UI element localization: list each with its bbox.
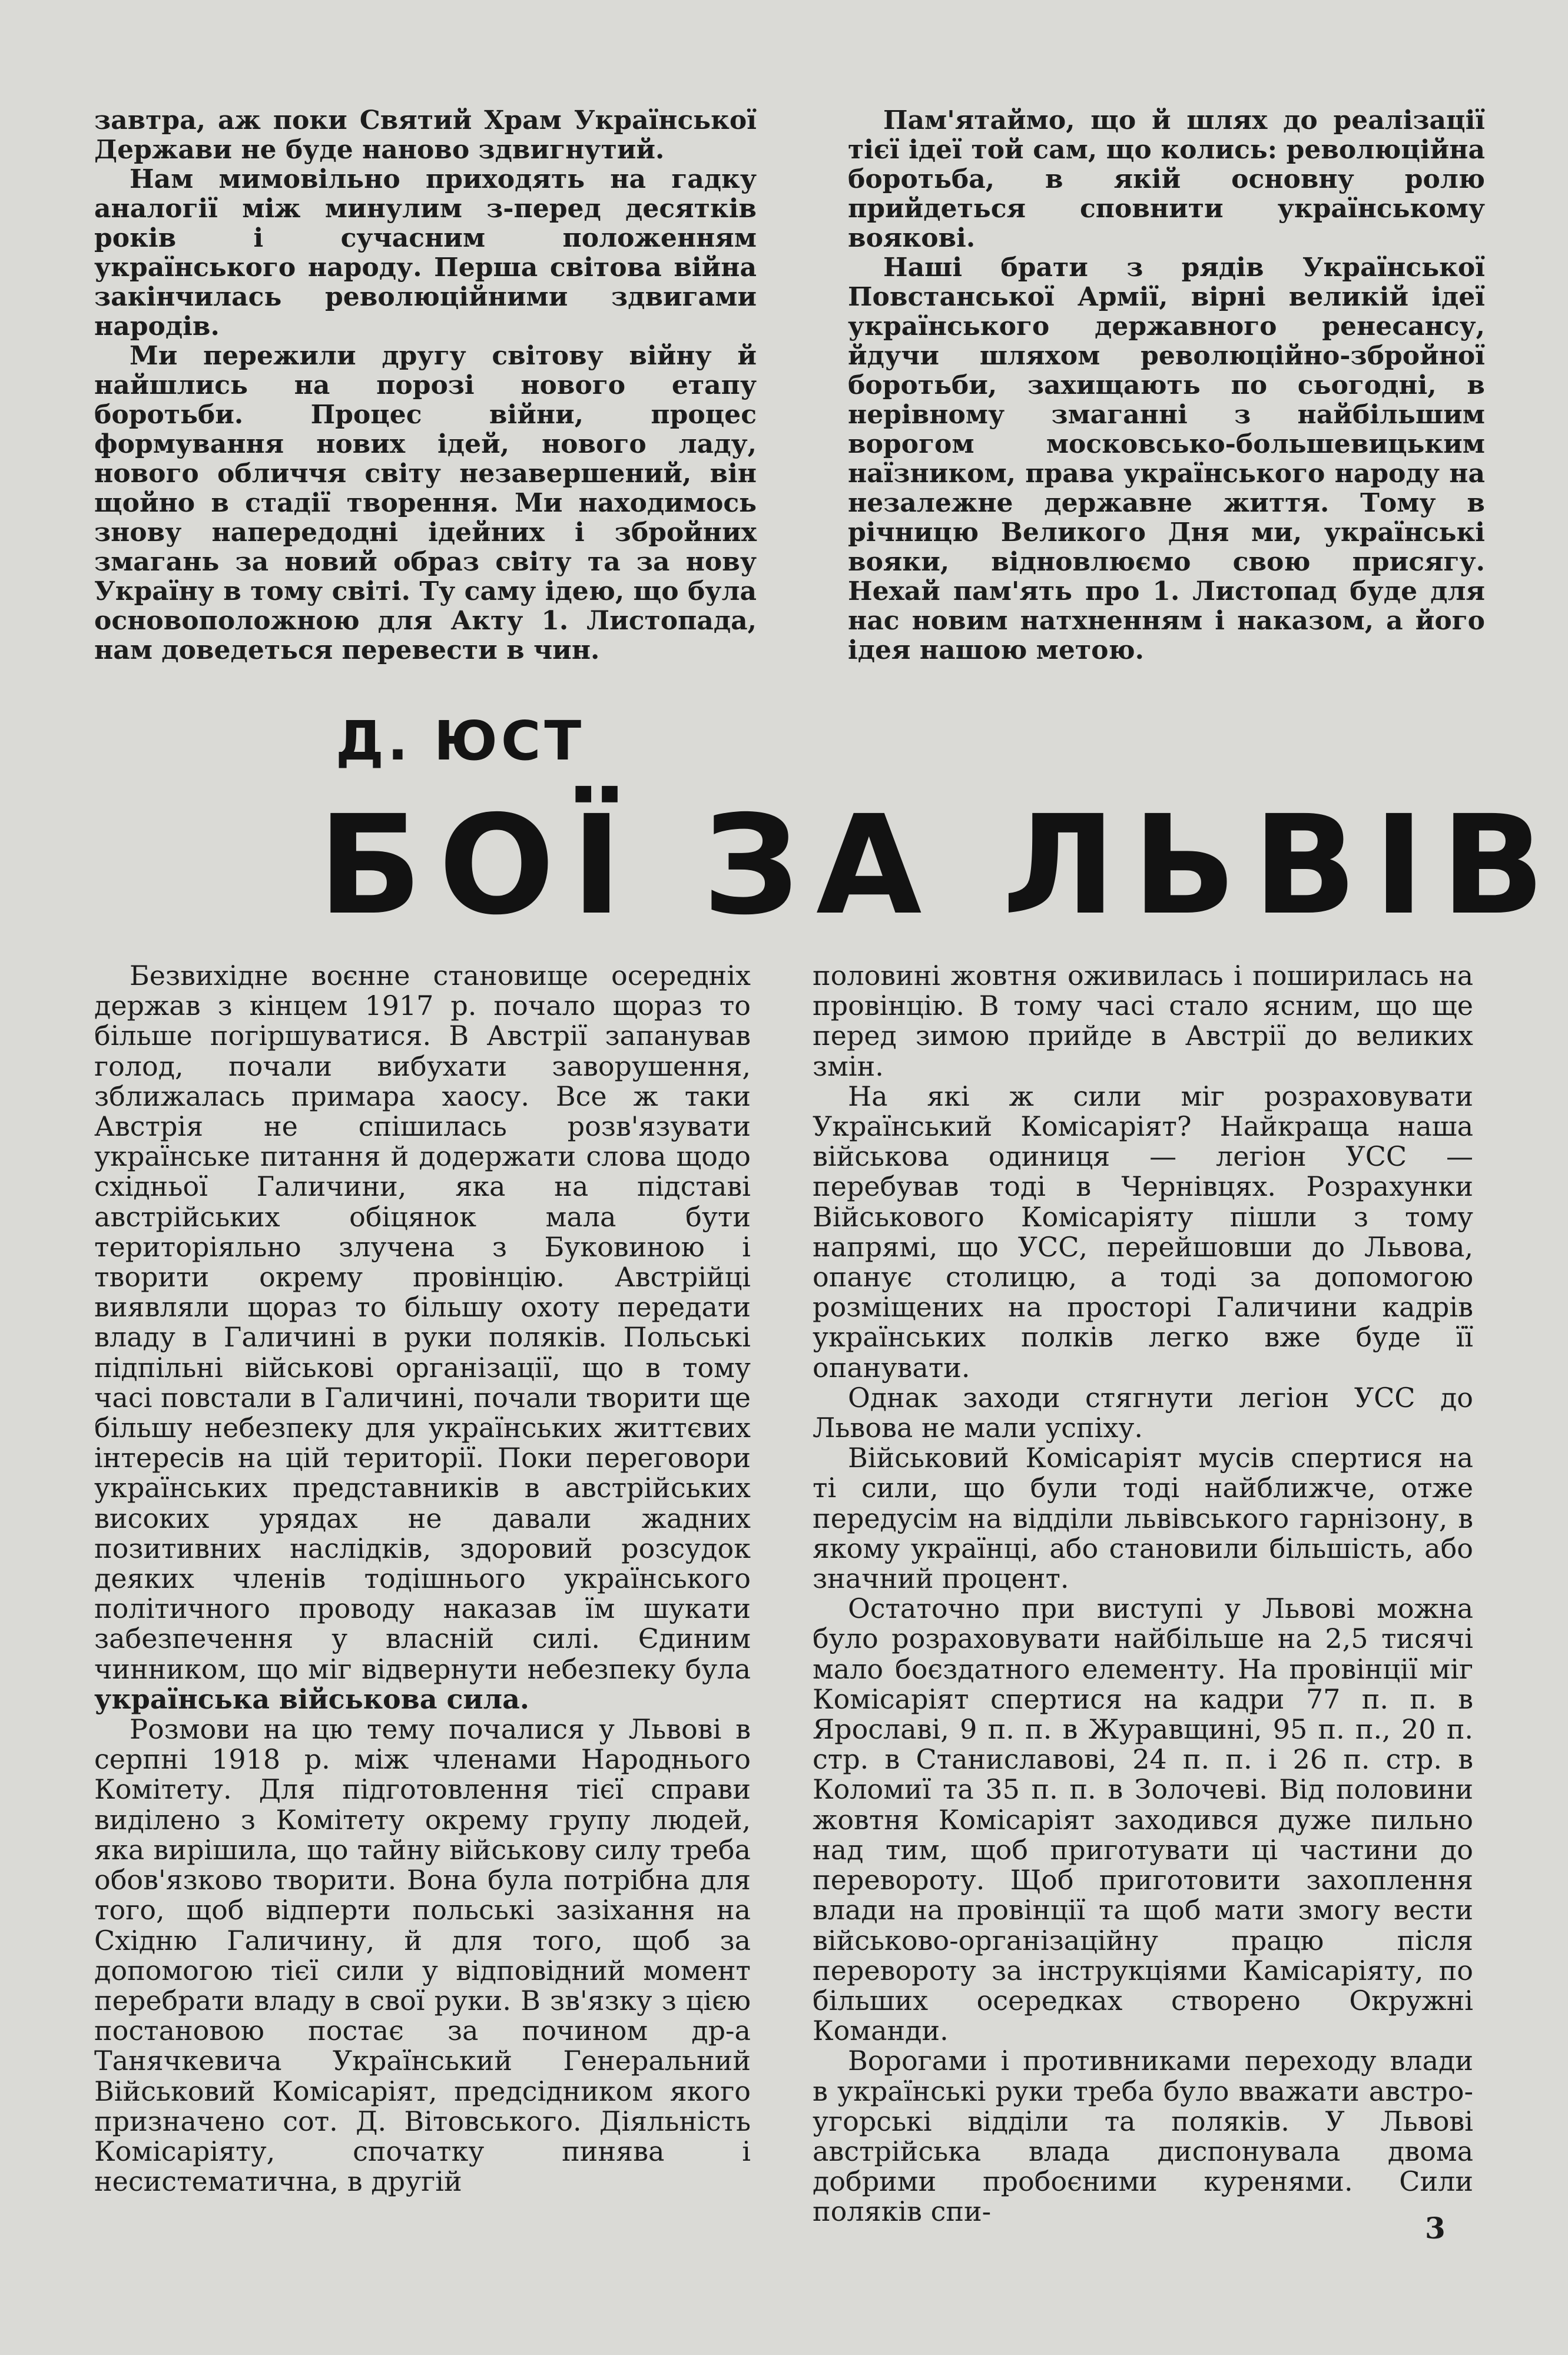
article-author: Д. ЮСТ <box>336 709 585 772</box>
paragraph: Пам'ятаймо, що й шлях до реалізації тієї ідеї той сам, що колись: революційна боротьба, в якій основну ролю прийдеться сповнити українському воякові. <box>848 105 1485 253</box>
paragraph: Ворогами і противниками переходу влади в українські руки треба було вважати австро-угорські відділи та поляків. У Львові австрійська влада диспонувала двома добрими пробоєними куренями. Сили поляків спи- <box>813 2045 1473 2228</box>
paragraph: Однак заходи стягнути легіон УСС до Львова не мали успіху. <box>813 1381 1473 1444</box>
paragraph-emphasis: українська військова сила. <box>94 1683 529 1715</box>
paragraph: Розмови на цю тему почалися у Львові в серпні 1918 р. між членами Народнього Комітету. Для підготовлення тієї справи виділено з Комітету окрему групу людей, яка вирішила, що тайну військову силу треба обов'язково творити. Вона була потрібна для того, щоб відперти польські зазіхання на Східню Галичину, й для того, щоб за допомогою тієї сили у відповідний момент перебрати владу в свої руки. В зв'язку з цією постановою постає за почином др-а Танячкевича Український Генеральний Військовий Комісаріят, предсідником якого призначено сот. Д. Вітовського. Діяльність Комісаріяту, спочатку пинява і несистематична, в другій <box>94 1713 751 2198</box>
paragraph: Нам мимовільно приходять на гадку аналогії між минулим з-перед десятків років і сучасним положенням українського народу. Перша світова війна закінчилась революційними здвигами народів. <box>94 164 757 341</box>
body-left-column <box>94 961 751 2197</box>
page-number: 3 <box>1425 2211 1446 2245</box>
paragraph: завтра, аж поки Святий Храм Української Держави не буде наново здвигнутий. <box>94 105 757 165</box>
paragraph-text: Безвихідне воєнне становище осередніх держав з кінцем 1917 р. почало щораз то більше погіршуватися. В Австрії запанував голод, почали вибухати заворушення, зближалась примара хаосу. Все ж таки Австрія не спішилась розв'язувати українське питання й додержати слова щодо східньої Галичини, яка на підставі австрійських обіцянок мала бути територіяльно злучена з Буковиною і творити окрему провінцію. Австрійці виявляли щораз то більшу охоту передати владу в Галичині в руки поляків. Польські підпільні військові організації, що в тому часі повстали в Галичині, почали творити ще більшу небезпеку для українських життєвих інтересів на цій території. Поки переговори українських представників в австрійських високих урядах не давали жадних позитивних наслідків, здоровий розсудок деяких членів тодішнього українського політичного проводу наказав їм шукати забезпечення у власній силі. Єдиним чинником, що міг відвернути небезпеку була <box>94 960 751 1685</box>
paragraph: Наші брати з рядів Української Повстанської Армії, вірні великій ідеї українського державного ренесансу, йдучи шляхом революційно-збройної боротьби, захищають по сьогодні, в нерівному змаганні з найбільшим ворогом московсько-большевицьким наїзником, права українського народу на незалежне державне життя. Тому в річницю Великого Дня ми, українські вояки, відновлюємо свою присягу. Нехай пам'ять про 1. Листопад буде для нас новим натхненням і наказом, а його ідея нашою метою. <box>848 253 1485 665</box>
top-left-column <box>94 106 757 665</box>
paragraph <box>94 961 751 1714</box>
body-right-column <box>813 961 1473 2227</box>
paragraph: Остаточно при виступі у Львові можна було розраховувати найбільше на 2,5 тисячі мало боєздатного елементу. На провінції міг Комісаріят спертися на кадри 77 п. п. в Ярославі, 9 п. п. в Журавщині, 95 п. п., 20 п. стр. в Станиславові, 24 п. п. і 26 п. стр. в Коломиї та 35 п. п. в Золочеві. Від половини жовтня Комісаріят заходився дуже пильно над тим, щоб приготувати ці частини до перевороту. Щоб приготовити захоплення влади на провінції та щоб мати змогу вести військово-організаційну працю після перевороту за інструкціями Камісаріяту, по більших осередках створено Окружні Команди. <box>813 1593 1473 2047</box>
paragraph: Ми пережили другу світову війну й найшлись на порозі нового етапу боротьби. Процес війни, процес формування нових ідей, нового ладу, нового обличчя світу незавершений, він щойно в стадії творення. Ми находимось знову напередодні ідейних і збройних змагань за новий образ світу та за нову Україну в тому світі. Ту саму ідею, що була основоположною для Акту 1. Листопада, нам доведеться перевести в чин. <box>94 341 757 665</box>
paragraph: половині жовтня оживилась і поширилась на провінцію. В тому часі стало ясним, що ще перед зимою прийде в Австрії до великих змін. <box>813 960 1473 1082</box>
top-right-column <box>848 106 1485 665</box>
paragraph: Військовий Комісаріят мусів спертися на ті сили, що були тоді найближче, отже передусім на відділи львівського гарнізону, в якому українці, або становили більшість, або значний процент. <box>813 1442 1473 1595</box>
paragraph: На які ж сили міг розраховувати Український Комісаріят? Найкраща наша військова одиниця — легіон УСС — перебував тоді в Чернівцях. Розрахунки Військового Комісаріяту пішли з тому напрямі, що УСС, перейшовши до Львова, опанує столицю, а тоді за допомогою розміщених на просторі Галичини кадрів українських полків легко вже буде її опанувати. <box>813 1080 1473 1384</box>
article-title: БОЇ ЗА ЛЬВІВ <box>318 786 1562 945</box>
